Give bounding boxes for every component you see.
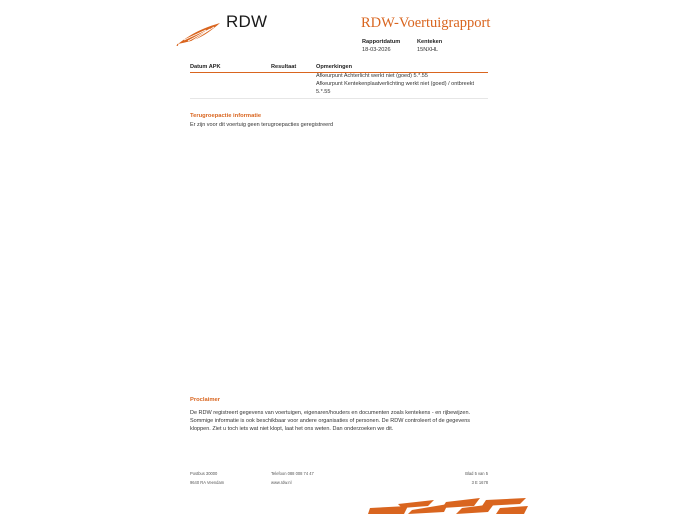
report-date-label: Rapportdatum <box>362 39 401 45</box>
recall-heading: Terugroepactie informatie <box>190 113 262 119</box>
footer-phone: Telefoon 088 008 74 47 <box>271 471 314 476</box>
footer-code: 3 E 1678 <box>471 480 488 485</box>
footer-city: 9640 RA Veendam <box>190 480 225 485</box>
page-title: RDW-Voertuigrapport <box>361 15 491 31</box>
column-header-date: Datum APK <box>190 64 221 70</box>
plate-value: 15NXHL <box>417 47 439 53</box>
disclaimer-heading: Proclaimer <box>190 397 220 403</box>
column-header-remarks: Opmerkingen <box>316 64 353 70</box>
decorative-stripes-icon <box>368 498 528 514</box>
rdw-logo-icon <box>176 20 222 46</box>
table-remark: Afkeurpunt Achterlicht werkt niet (goed) 5.*.55 <box>316 73 428 79</box>
brand-name: RDW <box>226 12 268 31</box>
plate-label: Kenteken <box>417 39 443 45</box>
table-row-divider <box>190 98 488 99</box>
footer-postbus: Postbus 30000 <box>190 471 218 476</box>
footer-page-number: Blad 5 van 5 <box>465 471 488 476</box>
footer-website: www.rdw.nl <box>271 480 292 485</box>
disclaimer-text: De RDW registreert gegevens van voertuigen, eigenaren/houders en documenten zoals kentekens - en rijbewijzen. Sommige informatie is ook beschikbaar voor andere organisaties of personen. De RDW controleert of de gegevens kloppen. Ziet u toch iets wat niet klopt, laat het ons weten. Dan onderzoeken we dit. <box>190 410 471 433</box>
column-header-result: Resultaat <box>271 64 297 70</box>
report-date-value: 18-03-2026 <box>362 47 391 53</box>
recall-text: Er zijn voor dit voertuig geen terugroepacties geregistreerd <box>190 122 334 128</box>
table-remark: Afkeurpunt Kentekenplaatverlichting werkt niet (goed) / ontbreekt 5.*.55 <box>316 81 475 95</box>
